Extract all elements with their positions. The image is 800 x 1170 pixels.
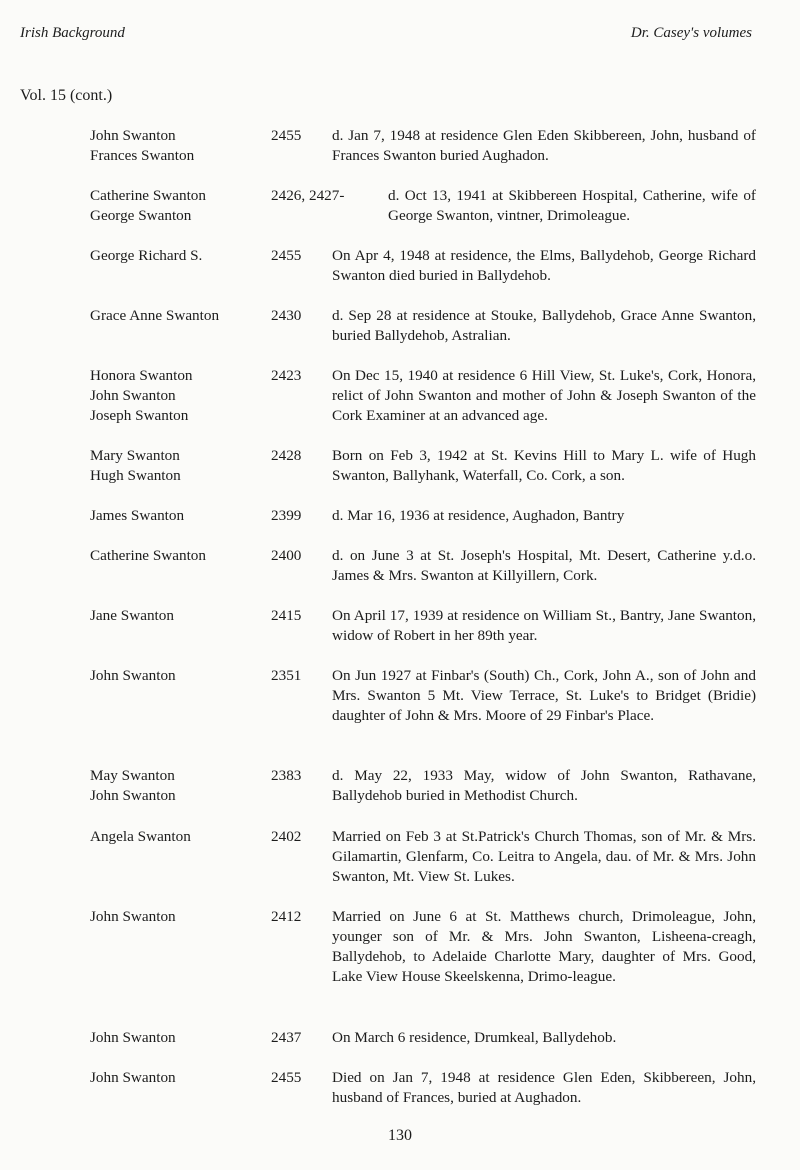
entry-volume: 2455 [271,247,302,264]
entry-name: Frances Swanton [90,147,195,164]
entry-names [90,126,270,166]
entry-volume: 2455 [271,127,302,144]
entry-volume: 2383 [271,767,302,784]
entry-names [90,506,270,526]
entry-name: May Swanton [90,767,175,784]
entry-name: Jane Swanton [90,607,174,624]
entry-volume: 2428 [271,447,302,464]
entry-description: Born on Feb 3, 1942 at St. Kevins Hill to Mary L. wife of Hugh Swanton, Ballyhank, Waterfall, Co. Cork, a son. [332,447,756,484]
entry-volume: 2437 [271,1029,302,1046]
entry-volume: 2423 [271,367,302,384]
entry-name: John Swanton [90,667,176,684]
entry-names [90,827,270,847]
entry-name: John Swanton [90,1069,176,1086]
entry-names [90,446,270,486]
entry-volume: 2426, 2427- [271,187,345,204]
entry-name: Catherine Swanton [90,187,206,204]
entry-name: James Swanton [90,507,185,524]
entry-names [90,186,270,226]
entry-name: George Richard S. [90,247,203,264]
entry-names [90,1068,270,1088]
entry-volume: 2415 [271,607,302,624]
entry-name: Angela Swanton [90,828,191,845]
entry-volume: 2399 [271,507,302,524]
entry-volume: 2455 [271,1069,302,1086]
entry-description: On April 17, 1939 at residence on William St., Bantry, Jane Swanton, widow of Robert in her 89th year. [332,607,756,644]
entry-description: d. Mar 16, 1936 at residence, Aughadon, Bantry [332,507,625,524]
entry-names [90,606,270,626]
entry-description: d. Oct 13, 1941 at Skibbereen Hospital, Catherine, wife of George Swanton, vintner, Drimoleague. [388,187,756,224]
entry-name: Joseph Swanton [90,407,189,424]
entry-description: d. May 22, 1933 May, widow of John Swanton, Rathavane, Ballydehob buried in Methodist Church. [332,767,756,804]
entry-name: John Swanton [90,127,176,144]
entry-names [90,907,270,927]
entry-description: d. on June 3 at St. Joseph's Hospital, Mt. Desert, Catherine y.d.o. James & Mrs. Swanton at Killyillern, Cork. [332,547,756,584]
entry-name: John Swanton [90,1029,176,1046]
running-header-left: Irish Background [20,25,125,41]
entry-name: John Swanton [90,387,176,404]
entry-description: On March 6 residence, Drumkeal, Ballydehob. [332,1029,617,1046]
entry-description: d. Jan 7, 1948 at residence Glen Eden Skibbereen, John, husband of Frances Swanton buried Aughadon. [332,127,756,164]
entry-name: John Swanton [90,908,176,925]
entry-names [90,246,270,266]
entry-volume: 2412 [271,908,302,925]
entry-names [90,1028,270,1048]
entry-volume: 2430 [271,307,302,324]
page-number: 130 [388,1127,412,1144]
entry-description: Died on Jan 7, 1948 at residence Glen Eden, Skibbereen, John, husband of Frances, buried at Aughadon. [332,1069,756,1106]
entry-volume: 2400 [271,547,302,564]
entry-description: Married on June 6 at St. Matthews church, Drimoleague, John, younger son of Mr. & Mrs. John Swanton, Lisheena-creagh, Ballydehob, to Adelaide Charlotte Mary, daughter of Mrs. Good, Lake View House Skeelskenna, Drimo-league. [332,908,756,985]
entry-names [90,546,270,566]
entry-description: d. Sep 28 at residence at Stouke, Ballydehob, Grace Anne Swanton, buried Ballydehob, Astralian. [332,307,756,344]
entry-name: Grace Anne Swanton [90,307,220,324]
entry-description: On Apr 4, 1948 at residence, the Elms, Ballydehob, George Richard Swanton died buried in Ballydehob. [332,247,756,284]
entry-name: Catherine Swanton [90,547,206,564]
entry-names [90,306,270,326]
entry-names [90,366,270,426]
entry-description: Married on Feb 3 at St.Patrick's Church Thomas, son of Mr. & Mrs. Gilamartin, Glenfarm, Co. Leitra to Angela, dau. of Mr. & Mrs. John Swanton, Mt. View St. Lukes. [332,828,756,885]
entry-name: Hugh Swanton [90,467,181,484]
entry-name: Honora Swanton [90,367,193,384]
entry-description: On Dec 15, 1940 at residence 6 Hill View, St. Luke's, Cork, Honora, relict of John Swanton and mother of John & Joseph Swanton of the Cork Examiner at an advanced age. [332,367,756,424]
running-header-right: Dr. Casey's volumes [630,25,752,41]
entry-names [90,766,270,806]
entry-description: On Jun 1927 at Finbar's (South) Ch., Cork, John A., son of John and Mrs. Swanton 5 Mt. View Terrace, St. Luke's to Bridget (Bridie) daughter of John & Mrs. Moore of 29 Finbar's Place. [332,667,756,724]
entry-name: John Swanton [90,787,176,804]
entry-names [90,666,270,686]
entry-volume: 2351 [271,667,302,684]
entry-name: Mary Swanton [90,447,180,464]
entry-volume: 2402 [271,828,302,845]
entry-name: George Swanton [90,207,192,224]
section-title: Vol. 15 (cont.) [20,87,113,104]
